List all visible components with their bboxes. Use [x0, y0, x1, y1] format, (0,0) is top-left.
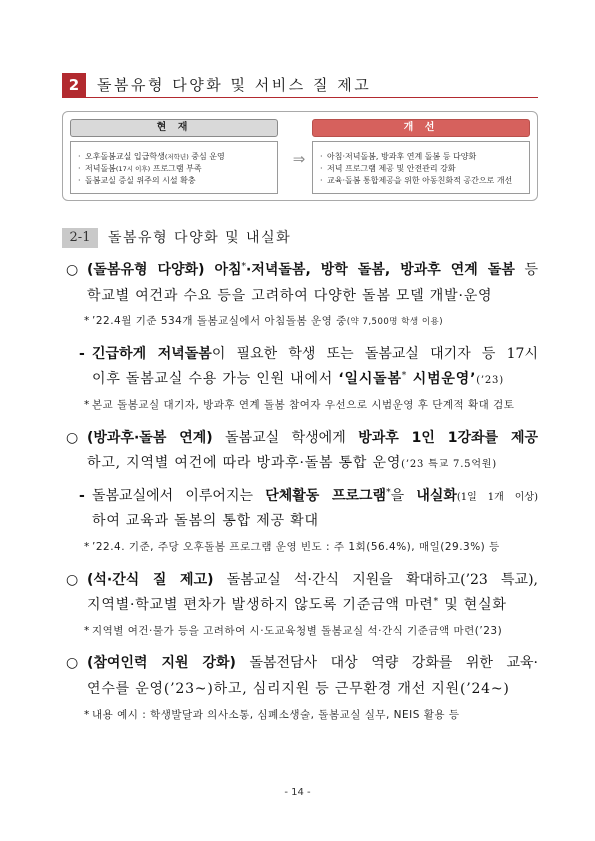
note-asterisk: *: [84, 624, 90, 637]
text-run: 지역별 여건·물가 등을 고려하여 시·도교육청별 돌봄교실 석·간식 기준금액 마련(’23): [92, 624, 503, 637]
text-run: (1일 1개 이상): [456, 491, 538, 503]
text-run: 이 필요한 학생 또는 돌봄교실 대기자 등 17시: [211, 345, 538, 362]
comparison-item: [320, 151, 529, 163]
text-run: 돌봄교실에서 이루어지는: [92, 487, 266, 504]
bullet-marker: ·: [78, 152, 81, 161]
text-run: 본교 돌봄교실 대기자, 방과후 연계 돌봄 참여자 우선으로 시범운영 후 단계적 확대 검토: [92, 398, 515, 411]
text-run: 을: [390, 487, 417, 504]
circle-bullet: ○: [66, 429, 79, 446]
footnote: [0, 393, 595, 419]
note-asterisk: *: [84, 315, 90, 328]
text-run: 아침·저녁돌봄, 방과후 연계 돌봄 등 다양화: [327, 152, 477, 161]
text-run: (’23): [476, 375, 504, 387]
section-title: 돌봄유형 다양화 및 서비스 질 제고: [97, 76, 372, 94]
sub-item: [0, 484, 595, 535]
text-line: [92, 619, 538, 645]
comparison-item: [320, 163, 529, 175]
emphasis-text: ·저녁돌봄, 방학 돌봄, 방과후 연계 돌봄: [246, 262, 515, 278]
text-run: 학교별 여건과 수요 등을 고려하여 다양한 돌봄 모델 개발·운영: [87, 287, 493, 304]
text-run: 돌봄교실 석·간식 지원을 확대하고(’23 특교),: [213, 571, 538, 588]
circle-bullet: ○: [66, 655, 79, 672]
text-line: [92, 484, 538, 510]
dash-bullet: -: [79, 487, 85, 504]
text-line: [87, 426, 538, 452]
comparison-box: [62, 111, 538, 201]
right-double-arrow-icon: ⇒: [292, 150, 306, 168]
text-line: [87, 593, 538, 619]
section-underline: [62, 97, 538, 98]
note-asterisk: *: [84, 540, 90, 553]
subsection-title: 돌봄유형 다양화 및 내실화: [108, 230, 292, 246]
text-run: ’22.4. 기준, 주당 오후돌봄 프로그램 운영 빈도 : 주 1회(56.4%), 매일(29.3%) 등: [92, 540, 500, 553]
improvement-header: 개 선: [312, 119, 530, 137]
text-line: [92, 703, 538, 729]
comparison-item: [78, 163, 277, 175]
footnote: [0, 703, 595, 729]
dash-bullet: -: [79, 345, 85, 362]
text-run: 등: [514, 262, 538, 278]
text-run: 하고, 지역별 여건에 따라 방과후·돌봄 통합 운영: [87, 455, 402, 472]
text-run: (17시 이후): [115, 165, 151, 173]
text-line: [87, 258, 538, 284]
main-item: [0, 426, 595, 477]
emphasis-text: (참여인력 지원 강화): [87, 655, 236, 672]
comparison-item: [78, 175, 277, 187]
text-line: [92, 309, 538, 335]
text-run: ’22.4월 기준 534개 돌봄교실에서 아침돌봄 운영 중: [92, 315, 347, 328]
text-line: [87, 568, 538, 594]
comparison-item: [320, 175, 529, 187]
footnote-mark: *: [386, 487, 391, 498]
text-run: (’23 특교 7.5억원): [401, 459, 497, 471]
text-line: [92, 367, 538, 393]
comparison-item: [78, 151, 277, 163]
bullet-marker: ·: [78, 164, 81, 173]
emphasis-text: 단체활동 프로그램: [265, 487, 387, 504]
emphasis-text: 시범운영’: [407, 371, 477, 388]
main-item: [0, 258, 595, 309]
emphasis-text: 아침: [214, 262, 242, 278]
bullet-marker: ·: [320, 152, 323, 161]
circle-bullet: ○: [66, 262, 79, 278]
footnote-mark: *: [241, 262, 247, 272]
footnote-mark: *: [433, 597, 439, 608]
text-run: 이후 돌봄교실 수용 가능 인원 내에서: [92, 371, 339, 388]
emphasis-text: 방과후 1인 1강좌를 제공: [358, 429, 538, 446]
current-header: 현 재: [70, 119, 278, 137]
bullet-marker: ·: [78, 176, 81, 185]
text-run: (저학년): [164, 153, 189, 161]
text-line: [87, 284, 538, 310]
text-run: 교육·돌봄 통합제공을 위한 아동친화적 공간으로 개선: [327, 176, 513, 185]
text-run: 하여 교육과 돌봄의 통합 제공 확대: [92, 513, 319, 530]
emphasis-text: ‘일시돌봄: [338, 371, 402, 388]
sub-item: [0, 342, 595, 393]
footnote-mark: *: [401, 371, 408, 382]
text-line: [87, 451, 538, 477]
text-run: 내용 예시 : 학생발달과 의사소통, 심폐소생술, 돌봄교실 실무, NEIS 활용 등: [92, 708, 460, 721]
text-line: [92, 535, 538, 561]
text-line: [87, 677, 538, 703]
text-run: 프로그램 부족: [150, 164, 202, 173]
section-number-badge: 2: [62, 73, 86, 97]
note-asterisk: *: [84, 708, 90, 721]
text-run: 돌봄전담사 대상 역량 강화를 위한 교육·: [235, 655, 538, 672]
text-run: 지역별·학교별 편차가 발생하지 않도록 기준금액 마련: [87, 597, 434, 614]
text-line: [87, 651, 538, 677]
text-run: 저녁돌봄: [85, 164, 116, 173]
emphasis-text: 내실화: [416, 487, 457, 504]
text-run: 돌봄교실 학생에게: [212, 429, 359, 446]
text-line: [92, 509, 538, 535]
improvement-list: [312, 141, 530, 194]
text-run: 돌봄교실 증실 위주의 시설 확충: [85, 176, 196, 185]
main-item: [0, 651, 595, 702]
text-run: 중심 운영: [188, 152, 225, 161]
page-number: - 14 -: [284, 787, 311, 798]
emphasis-text: 긴급하게 저녁돌봄: [92, 345, 212, 362]
text-line: [92, 342, 538, 368]
bullet-marker: ·: [320, 164, 323, 173]
current-list: [70, 141, 278, 194]
emphasis-text: (돌봄유형 다양화): [87, 262, 215, 278]
emphasis-text: (석·간식 질 제고): [87, 571, 214, 588]
text-run: 저녁 프로그램 제공 및 안전관리 강화: [327, 164, 456, 173]
text-run: 및 현실화: [438, 597, 507, 614]
main-item: [0, 568, 595, 619]
bullet-marker: ·: [320, 176, 323, 185]
text-run: 오후돌봄교실 입급학생: [85, 152, 165, 161]
note-asterisk: *: [84, 398, 90, 411]
text-line: [92, 393, 538, 419]
footnote: [0, 619, 595, 645]
footnote: [0, 535, 595, 561]
body-content: [0, 258, 595, 728]
circle-bullet: ○: [66, 571, 79, 588]
text-run: (약 7,500명 학생 이용): [346, 317, 444, 328]
text-run: 연수를 운영(’23~)하고, 심리지원 등 근무환경 개선 지원(’24~): [87, 680, 510, 697]
footnote: [0, 309, 595, 335]
subsection-number-badge: 2-1: [62, 228, 98, 248]
emphasis-text: (방과후·돌봄 연계): [87, 429, 213, 446]
